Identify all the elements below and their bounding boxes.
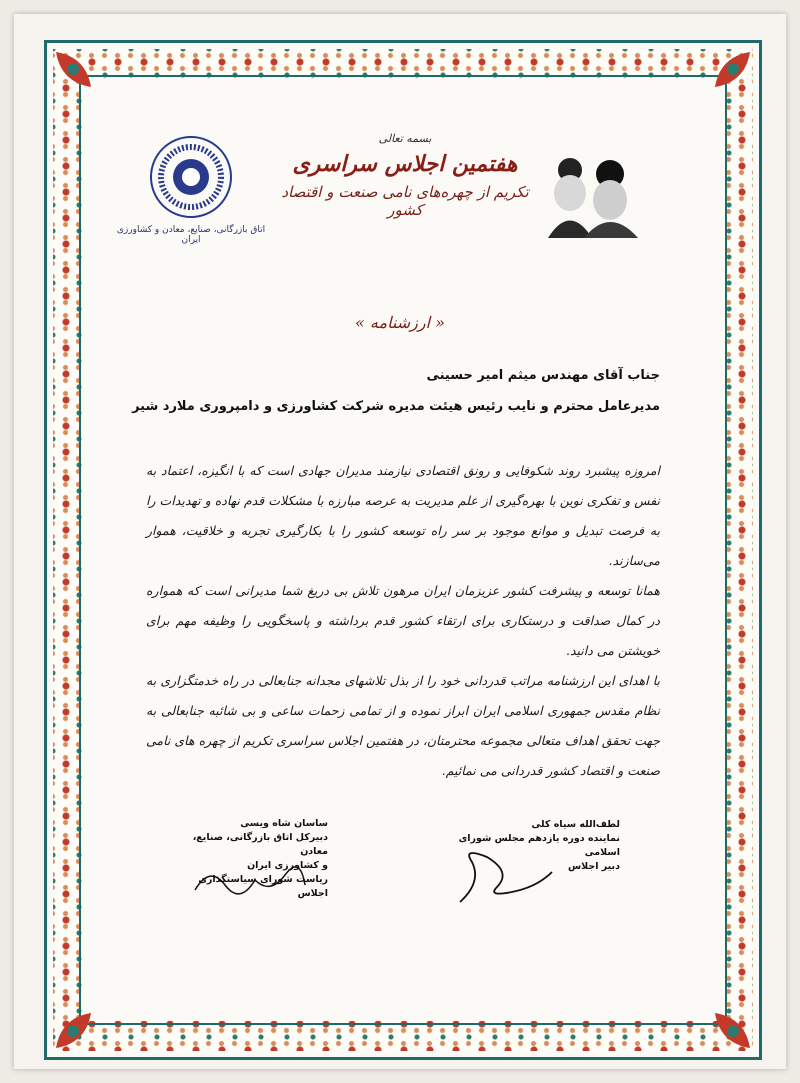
signatory-name: لطف‌الله سیاه کلی bbox=[531, 819, 620, 830]
signatory-name: ساسان شاه ویسی bbox=[240, 818, 328, 829]
event-subtitle: تکریم از چهره‌های نامی صنعت و اقتصاد کشور bbox=[281, 183, 529, 219]
leaders-portrait bbox=[540, 148, 646, 238]
corner-ornament-bottom-right bbox=[685, 983, 755, 1053]
document-title: « ارزشنامه » bbox=[355, 313, 445, 332]
corner-ornament-bottom-left bbox=[51, 983, 121, 1053]
recipient-name: جناب آقای مهندس میثم امیر حسینی bbox=[426, 368, 660, 383]
signature-scribble-right bbox=[452, 842, 562, 912]
signatory-title: دبیرکل اتاق بازرگانی، صنایع، معادن bbox=[192, 832, 328, 857]
body-paragraph: امروزه پیشبرد روند شکوفایی و رونق اقتصادی نیازمند مدیران جهادی است که با انگیزه، اعتماد به نفس و تفکری نوین با بهره‌گیری از علم مدیریت به عرصه مبارزه با مشکلات قدم نهاده و تهدیدات را به فرصت تبدیل و موانع موجود بر سر راه توسعه کشور را با بکارگیری تجربه و خلاقیت، هموار می‌سازند. bbox=[146, 463, 660, 568]
signatory-title: اسلامی bbox=[584, 847, 620, 858]
event-title: هفتمین اجلاس سراسری bbox=[292, 151, 518, 177]
logo-caption: اتاق بازرگانی، صنایع، معادن و کشاورزی ایران bbox=[116, 225, 266, 245]
signatory-title: نماینده دوره یازدهم مجلس شورای bbox=[458, 833, 620, 844]
body-paragraph: با اهدای این ارزشنامه مراتب قدردانی خود را از بذل تلاشهای مجدانه جنابعالی در راه خدمتگزاری به نظام مقدس جمهوری اسلامی ایران ابراز نموده و از تمامی زحمات ساعی و بی شائبه جنابعالی به جهت تحقق اهداف متعالی مجموعه محترمتان، در هفتمین اجلاس سراسری تکریم از چهره های نامی صنعت و اقتصاد کشور قدردانی می نمائیم. bbox=[146, 673, 660, 778]
certificate-body bbox=[146, 456, 660, 786]
recipient-position: مدیرعامل محترم و نایب رئیس هیئت مدیره شرکت کشاورزی و دامپروری ملارد شیر bbox=[132, 399, 660, 414]
chamber-of-commerce-logo bbox=[116, 135, 266, 255]
certificate-header bbox=[270, 132, 540, 219]
body-paragraph: همانا توسعه و پیشرفت کشور عزیزمان ایران مرهون تلاش بی دریغ شما مدیرانی است که همواره در کمال صداقت و درستکاری برای ارتقاء کشور قدم برداشته و پاسخگویی را وظیفه مهم برای خویشتن می دانید. bbox=[146, 583, 660, 658]
recipient-block bbox=[132, 368, 660, 414]
signature-scribble-left bbox=[190, 860, 310, 900]
chamber-emblem-icon bbox=[149, 135, 233, 219]
corner-ornament-top-right bbox=[685, 47, 755, 117]
corner-ornament-top-left bbox=[51, 47, 121, 117]
signatory-title: و کشاورزی ایران bbox=[247, 860, 328, 871]
basmala: بسمه تعالی bbox=[378, 132, 432, 145]
signatory-title: ریاست شورای سیاستگذاری اجلاس bbox=[198, 874, 328, 899]
signatory-title: دبیر اجلاس bbox=[568, 861, 620, 872]
